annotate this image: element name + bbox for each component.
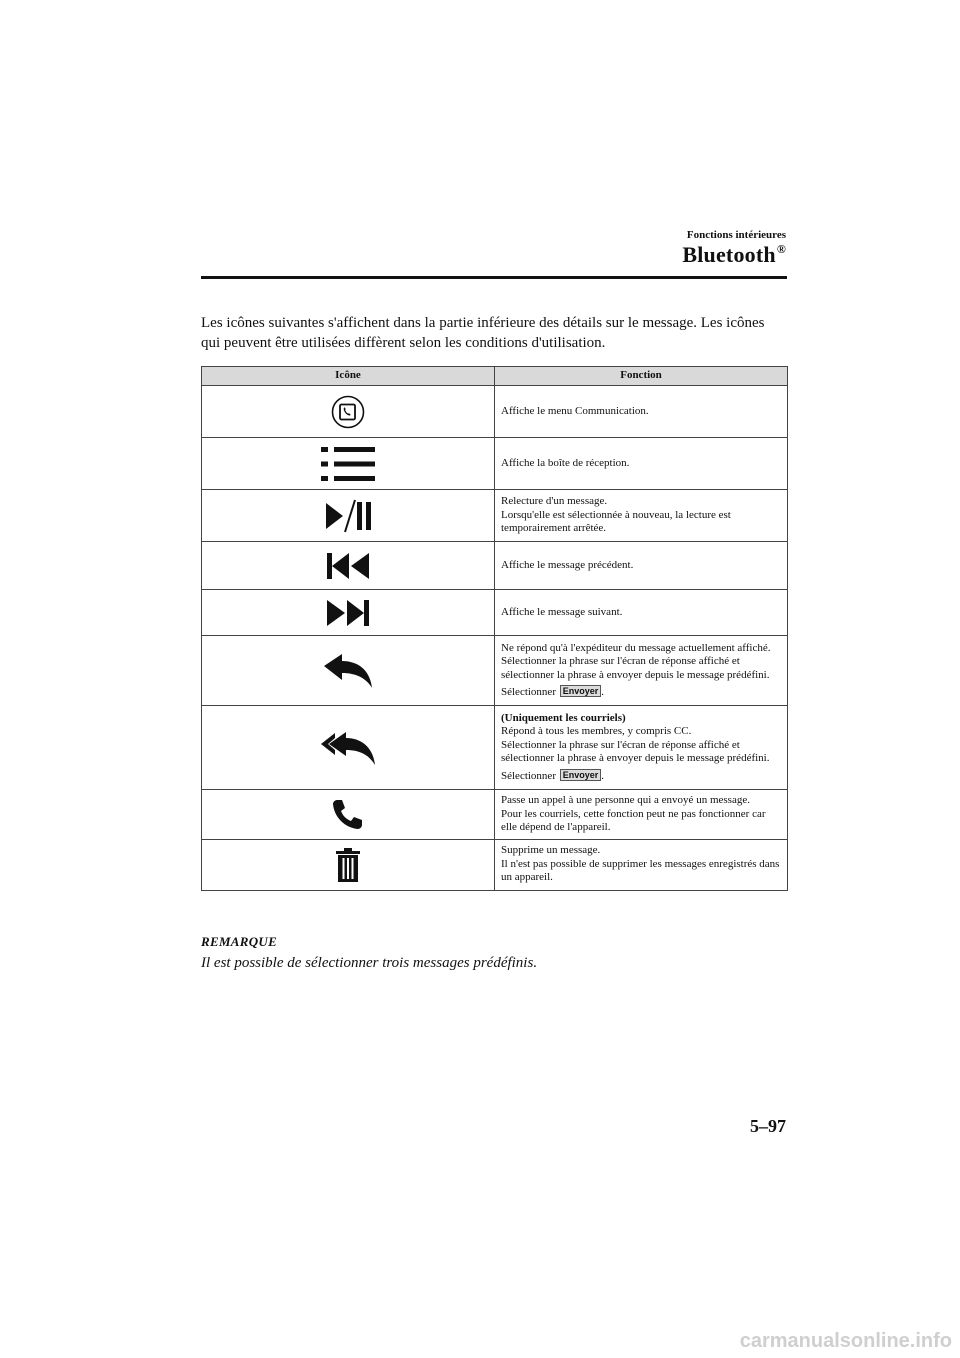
description-line: Affiche la boîte de réception. — [501, 456, 630, 469]
icon-cell — [202, 542, 495, 590]
icon-cell — [202, 706, 495, 790]
description-line: Affiche le message précédent. — [501, 558, 634, 571]
chapter-title-text: Bluetooth — [682, 242, 776, 267]
description-note: (Uniquement les courriels) — [501, 711, 626, 724]
communication-menu-icon — [331, 395, 365, 429]
description-line: Relecture d'un message. — [501, 495, 608, 508]
description-cell — [495, 542, 788, 590]
icon-cell — [202, 636, 495, 706]
table-row — [202, 438, 788, 490]
column-header-icon: Icône — [202, 367, 495, 386]
select-prefix: Sélectionner — [501, 769, 556, 782]
description-line: Ne répond qu'à l'expéditeur du message actuellement affiché. — [501, 641, 771, 654]
section-title: Fonctions intérieures — [686, 229, 786, 241]
description-cell — [495, 839, 788, 890]
remark-text: Il est possible de sélectionner trois messages prédéfinis. — [201, 955, 538, 971]
description-cell — [495, 386, 788, 438]
reply-icon — [322, 653, 374, 689]
select-prefix: Sélectionner — [501, 686, 556, 698]
previous-icon — [325, 551, 371, 581]
header-divider — [201, 276, 787, 279]
table-row — [202, 636, 788, 706]
description-cell — [495, 636, 788, 706]
chapter-title — [682, 242, 786, 268]
play-pause-icon — [323, 497, 373, 535]
table-header-row — [202, 367, 788, 386]
watermark: carmanualsonline.info — [739, 1330, 952, 1352]
description-line: Sélectionner la phrase sur l'écran de réponse affiché et sélectionner la phrase à envoyer depuis le message prédéfini. — [501, 738, 770, 765]
icon-cell — [202, 490, 495, 542]
description-line: Affiche le menu Communication. — [501, 404, 649, 417]
trash-icon — [335, 847, 361, 883]
table-row — [202, 790, 788, 840]
icon-cell — [202, 790, 495, 840]
select-suffix: . — [601, 769, 605, 782]
table-row — [202, 839, 788, 890]
icon-cell — [202, 386, 495, 438]
description-line: Sélectionner la phrase sur l'écran de réponse affiché et sélectionner la phrase à envoyer depuis le message prédéfini. — [501, 655, 770, 681]
description-cell — [495, 490, 788, 542]
description-line: Passe un appel à une personne qui a envoyé un message. — [501, 794, 750, 806]
page-number: 5–97 — [750, 1116, 786, 1136]
reply-all-icon — [319, 730, 377, 766]
description-cell — [495, 590, 788, 636]
description-line: Lorsqu'elle est sélectionnée à nouveau, la lecture est temporairement arrêtée. — [501, 508, 731, 535]
phone-icon — [331, 797, 365, 831]
icon-function-table — [201, 366, 788, 891]
description-line: Répond à tous les membres, y compris CC. — [501, 725, 692, 738]
description-line: Pour les courriels, cette fonction peut ne pas fonctionner car elle dépend de l'appareil. — [501, 807, 766, 833]
registered-mark: ® — [776, 242, 786, 256]
envoyer-button: Envoyer — [560, 769, 602, 781]
description-cell — [495, 438, 788, 490]
table-row — [202, 386, 788, 438]
next-icon — [325, 598, 371, 628]
table-row — [202, 490, 788, 542]
description-line: Supprime un message. — [501, 844, 601, 857]
inbox-list-icon — [319, 445, 377, 483]
description-line: Affiche le message suivant. — [501, 605, 623, 618]
select-suffix: . — [601, 686, 605, 698]
description-cell — [495, 790, 788, 840]
description-line: Il n'est pas possible de supprimer les messages enregistrés dans un appareil. — [501, 857, 780, 884]
table-row — [202, 590, 788, 636]
select-instruction — [501, 769, 781, 784]
envoyer-button: Envoyer — [560, 685, 602, 697]
intro-paragraph: Les icônes suivantes s'affichent dans la partie inférieure des détails sur le message. Les icônes qui peuvent être utilisées diffèrent selon les conditions d'utilisation. — [201, 315, 765, 351]
table-row — [202, 542, 788, 590]
table-row — [202, 706, 788, 790]
select-instruction — [501, 685, 781, 700]
description-cell — [495, 706, 788, 790]
icon-cell — [202, 590, 495, 636]
icon-cell — [202, 438, 495, 490]
column-header-function: Fonction — [495, 367, 788, 386]
icon-cell — [202, 839, 495, 890]
remark-heading: REMARQUE — [201, 934, 278, 949]
